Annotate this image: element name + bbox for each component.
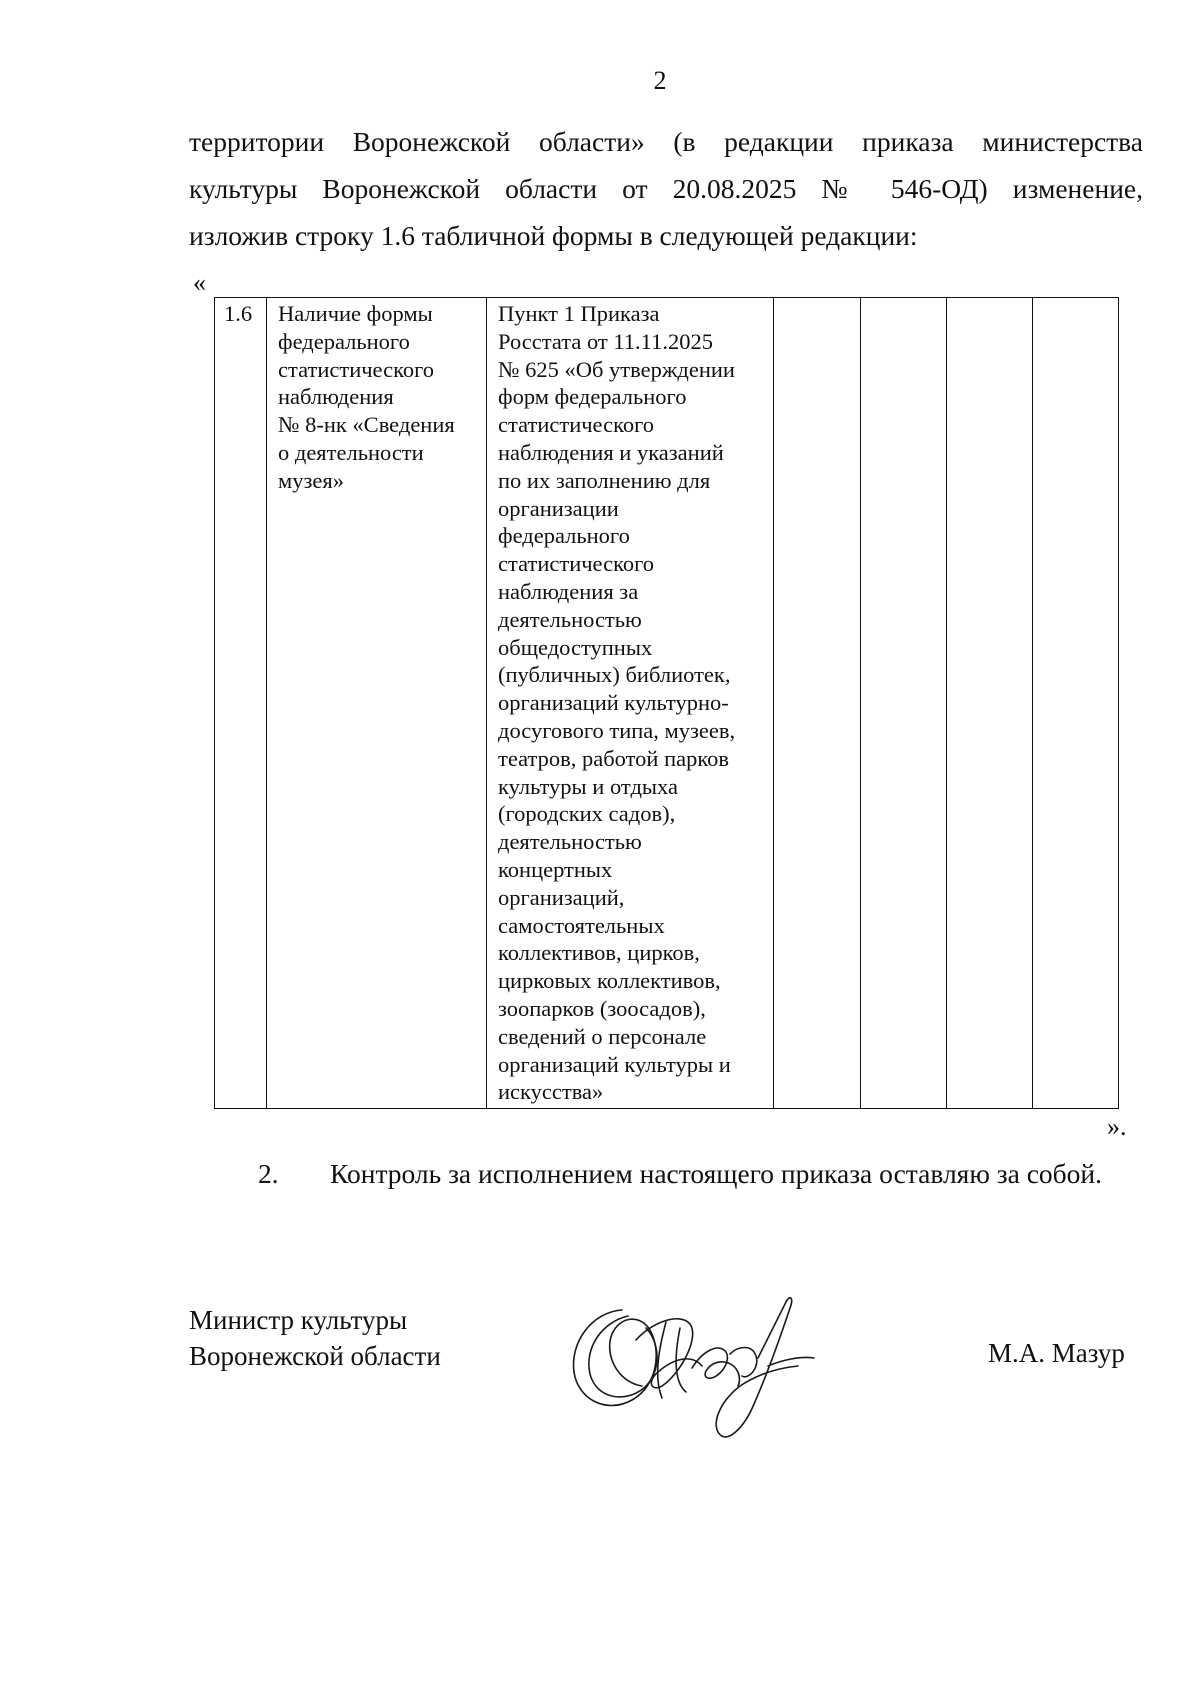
indicator-name-line: федерального xyxy=(278,328,410,354)
legal-basis-line: форм федерального xyxy=(498,384,687,410)
legal-basis-line: деятельностью xyxy=(498,606,642,632)
legal-basis-line: организаций культуры и xyxy=(498,1051,731,1077)
legal-basis-line: (публичных) библиотек, xyxy=(498,662,731,688)
item-2-text: Контроль за исполнением настоящего приказа оставляю за собой. xyxy=(330,1158,1102,1189)
legal-basis-line: федерального xyxy=(498,523,630,549)
intro-line-3: изложив строку 1.6 табличной формы в следующей редакции: xyxy=(189,220,918,251)
indicator-name-cell xyxy=(267,298,487,1109)
indicator-name-line: Наличие формы xyxy=(278,301,433,326)
signer-position-line-2: Воронежской области xyxy=(189,1341,441,1371)
indicator-name-line: музея» xyxy=(278,467,344,493)
intro-line-1: территории Воронежской области» (в редакции приказа министерства xyxy=(189,126,1143,157)
legal-basis-line: № 625 «Об утверждении xyxy=(498,356,735,382)
opening-quote: « xyxy=(193,268,206,297)
legal-basis-line: цирковых коллективов, xyxy=(498,968,721,994)
signer-name: М.А. Мазур xyxy=(988,1338,1125,1368)
legal-basis-line: по их заполнению для xyxy=(498,467,711,493)
page-number: 2 xyxy=(653,66,667,95)
handwritten-signature xyxy=(562,1282,822,1452)
legal-basis-line: статистического xyxy=(498,551,655,577)
legal-basis-line: организаций, xyxy=(498,884,625,910)
legal-basis-line: концертных xyxy=(498,856,613,882)
closing-quote: ». xyxy=(1107,1112,1127,1141)
signer-position xyxy=(189,1302,441,1374)
legal-basis-line: (городских садов), xyxy=(498,801,676,827)
empty-cell xyxy=(1033,298,1119,1109)
legal-basis-line: статистического xyxy=(498,412,655,438)
empty-cell xyxy=(861,298,947,1109)
legal-basis-line: сведений о персонале xyxy=(498,1023,707,1049)
legal-basis-line: организаций культурно- xyxy=(498,690,729,716)
legal-basis-line: наблюдения за xyxy=(498,578,639,604)
legal-basis-line: наблюдения и указаний xyxy=(498,439,724,465)
legal-basis-line: зоопарков (зоосадов), xyxy=(498,995,706,1021)
legal-basis-line: деятельностью xyxy=(498,829,642,855)
indicator-name-line: статистического xyxy=(278,356,435,382)
item-2-number: 2. xyxy=(258,1158,279,1189)
legal-basis-line: культуры и отдыха xyxy=(498,773,678,799)
indicator-name-line: наблюдения xyxy=(278,384,394,410)
indicator-name-line: № 8-нк «Сведения xyxy=(278,412,455,438)
table-row xyxy=(215,298,1119,1109)
legal-basis-line: общедоступных xyxy=(498,634,653,660)
intro-paragraph xyxy=(189,118,1143,259)
indicator-name-line: о деятельности xyxy=(278,439,424,465)
legal-basis-line: искусства» xyxy=(498,1079,604,1105)
legal-basis-line: Пункт 1 Приказа xyxy=(498,301,660,326)
legal-basis-line: организации xyxy=(498,495,619,521)
intro-line-2: культуры Воронежской области от 20.08.2025 № 546-ОД) изменение, xyxy=(189,173,1143,204)
signer-position-line-1: Министр культуры xyxy=(189,1305,408,1335)
empty-cell xyxy=(774,298,861,1109)
legal-basis-line: самостоятельных xyxy=(498,912,665,938)
legal-basis-line: Росстата от 11.11.2025 xyxy=(498,328,713,354)
legal-basis-line: досугового типа, музеев, xyxy=(498,717,736,743)
form-table xyxy=(214,297,1119,1109)
legal-basis-line: коллективов, цирков, xyxy=(498,940,700,966)
row-number-cell: 1.6 xyxy=(215,298,267,1109)
legal-basis-line: театров, работой парков xyxy=(498,745,730,771)
legal-basis-cell xyxy=(487,298,774,1109)
empty-cell xyxy=(947,298,1033,1109)
